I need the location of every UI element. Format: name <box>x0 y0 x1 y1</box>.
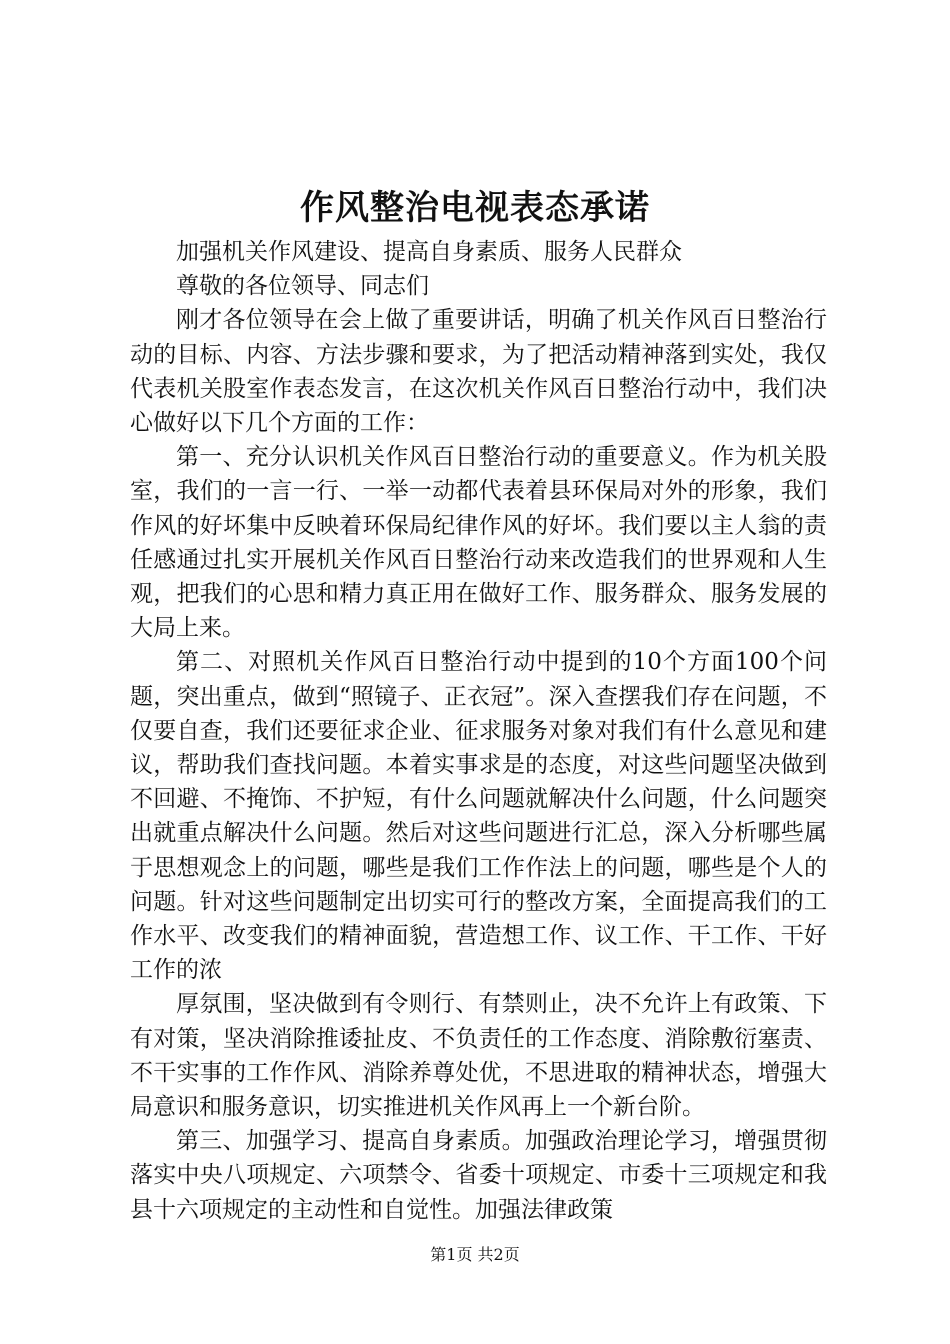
salutation-paragraph: 尊敬的各位领导、同志们 <box>176 273 429 300</box>
intro-paragraph: 刚才各位领导在会上做了重要讲话，明确了机关作风百日整治行动的目标、内容、方法步骤和要求，为了把活动精神落到实处，我仅代表机关股室作表态发言，在这次机关作风百日整治行动中，我们决心做好以下几个方面的工作： <box>130 307 827 437</box>
document-title: 作风整治电视表态承诺 <box>300 188 650 228</box>
document-body <box>130 235 827 1227</box>
body-paragraph-first: 第一、充分认识机关作风百日整治行动的重要意义。作为机关股室，我们的一言一行、一举一动都代表着县环保局对外的形象，我们作风的好坏集中反映着环保局纪律作风的好坏。我们要以主人翁的责任感通过扎实开展机关作风百日整治行动来改造我们的世界观和人生观，把我们的心思和精力真正用在做好工作、服务群众、服务发展的大局上来。 <box>130 444 827 642</box>
subtitle-paragraph: 加强机关作风建设、提高自身素质、服务人民群众 <box>176 239 682 265</box>
body-paragraph-continuation: 厚氛围，坚决做到有令则行、有禁则止，决不允许上有政策、下有对策，坚决消除推诿扯皮、不负责任的工作态度、消除敷衍塞责、不干实事的工作作风、消除养尊处优，不思进取的精神状态，增强大局意识和服务意识，切实推进机关作风再上一个新台阶。 <box>130 991 827 1121</box>
body-paragraph-second: 第二、对照机关作风百日整治行动中提到的10个方面100个问题，突出重点，做到“照镜子、正衣冠”。深入查摆我们存在问题，不仅要自查，我们还要征求企业、征求服务对象对我们有什么意见和建议，帮助我们查找问题。本着实事求是的态度，对这些问题坚决做到不回避、不掩饰、不护短，有什么问题就解决什么问题，什么问题突出就重点解决什么问题。然后对这些问题进行汇总，深入分析哪些属于思想观念上的问题，哪些是我们工作作法上的问题，哪些是个人的问题。针对这些问题制定出切实可行的整改方案，全面提高我们的工作水平、改变我们的精神面貌，营造想工作、议工作、干工作、干好工作的浓 <box>130 649 827 984</box>
body-paragraph-third: 第三、加强学习、提高自身素质。加强政治理论学习，增强贯彻落实中央八项规定、六项禁令、省委十项规定、市委十三项规定和我县十六项规定的主动性和自觉性。加强法律政策 <box>130 1128 827 1223</box>
page-number: 第1页 共2页 <box>430 1245 520 1264</box>
